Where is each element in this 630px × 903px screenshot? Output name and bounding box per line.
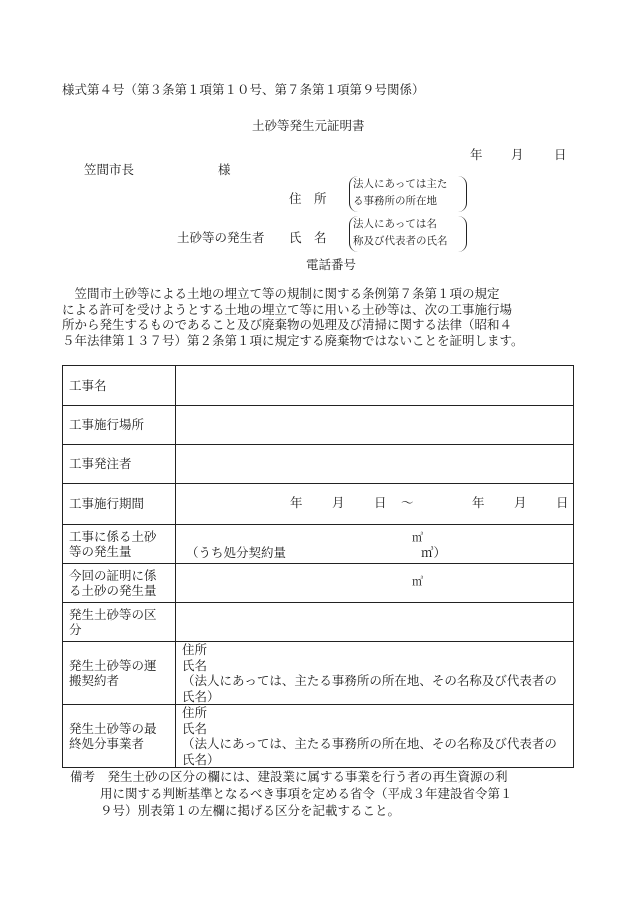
transport-label <box>63 642 176 705</box>
construction-site-field[interactable] <box>176 406 574 445</box>
period-label: 工事施行期間 <box>63 484 176 525</box>
transport-label-line1: 発生土砂等の運 <box>69 657 157 673</box>
statement-line: ５年法律第１３７号）第２条第１項に規定する廃棄物ではないことを証明します。 <box>62 332 524 348</box>
remarks-label: 備考 <box>70 769 96 784</box>
address-note-bracket <box>349 176 467 212</box>
address-note-line2: る事務所の所在地 <box>353 195 437 207</box>
soil-volume-field[interactable] <box>176 525 574 564</box>
phone-label: 電話番号 <box>306 257 357 272</box>
classification-label-line2: 分 <box>69 622 82 637</box>
transport-name-label: 氏名 <box>182 657 208 673</box>
soil-volume-label <box>63 525 176 564</box>
date-year-label: 年 <box>470 147 483 162</box>
disposal-corp-note-end: 氏名） <box>182 751 220 767</box>
construction-name-label: 工事名 <box>63 366 176 406</box>
statement-line: 所から発生するものであること及び廃棄物の処理及び清掃に関する法律（昭和４ <box>62 317 513 332</box>
disposal-name-label: 氏名 <box>182 720 208 736</box>
period-tilde: ～ <box>401 495 414 510</box>
period-start-year: 年 <box>290 495 303 510</box>
this-cert-label <box>63 564 176 603</box>
disposal-label-line2: 終処分事業者 <box>69 736 145 751</box>
certificate-table <box>62 365 574 768</box>
disposal-label-line1: 発生土砂等の最 <box>69 720 157 736</box>
name-note-line1: 法人にあっては名 <box>353 218 437 230</box>
addressee-honorific: 様 <box>218 162 231 177</box>
classification-field[interactable] <box>176 603 574 642</box>
row-soil-volume <box>63 525 574 564</box>
generator-label: 土砂等の発生者 <box>177 230 265 245</box>
row-this-cert <box>63 564 574 603</box>
this-cert-label-line1: 今回の証明に係 <box>69 567 157 583</box>
transport-address-label: 住所 <box>182 642 208 657</box>
period-end-day: 日 <box>556 495 569 510</box>
document-title: 土砂等発生元証明書 <box>252 118 365 133</box>
form-number-line: 様式第４号（第３条第１項第１０号、第７条第１項第９号関係） <box>62 82 425 97</box>
name-note-line2: 称及び代表者の氏名 <box>353 235 448 247</box>
contract-volume-prefix: （うち処分契約量 <box>186 544 287 560</box>
row-transport <box>63 642 574 705</box>
period-start-day: 日 <box>374 495 387 510</box>
statement-line: 笠間市土砂等による土地の埋立て等の規制に関する条例第７条第１項の規定 <box>62 286 500 301</box>
disposal-label <box>63 705 176 768</box>
date-month-label: 月 <box>511 147 524 162</box>
transport-corp-note: （法人にあっては、主たる事務所の所在地、その名称及び代表者の <box>182 673 557 688</box>
row-construction-name <box>63 366 574 406</box>
orderer-label: 工事発注者 <box>63 445 176 484</box>
addressee-name: 笠間市長 <box>84 162 135 177</box>
this-cert-label-line2: る土砂の発生量 <box>69 583 157 598</box>
remarks-line2: 用に関する判断基準となるべき事項を定める省令（平成３年建設省令第１ <box>100 786 513 801</box>
orderer-field[interactable] <box>176 445 574 484</box>
classification-label-line1: 発生土砂等の区 <box>69 606 157 622</box>
disposal-corp-note: （法人にあっては、主たる事務所の所在地、その名称及び代表者の <box>182 736 557 751</box>
period-field[interactable] <box>176 484 574 525</box>
transport-field[interactable] <box>176 642 574 705</box>
disposal-field[interactable] <box>176 705 574 768</box>
soil-volume-unit: ㎥ <box>412 530 423 544</box>
remarks-line3: ９号）別表第１の左欄に掲げる区分を記載すること。 <box>100 803 401 818</box>
name-note-bracket <box>349 216 467 252</box>
soil-volume-label-line1: 工事に係る土砂 <box>69 528 157 544</box>
construction-site-label: 工事施行場所 <box>63 406 176 445</box>
contract-volume-suffix: ㎥） <box>421 544 447 560</box>
soil-volume-label-line2: 等の発生量 <box>69 544 132 559</box>
remarks <box>70 768 513 819</box>
row-disposal <box>63 705 574 768</box>
transport-label-line2: 搬契約者 <box>69 673 120 688</box>
statement-line: による許可を受けようとする土地の埋立て等に用いる土砂等は、次の工事施行場 <box>62 301 513 317</box>
classification-label <box>63 603 176 642</box>
this-cert-field[interactable] <box>176 564 574 603</box>
certification-statement <box>62 286 577 348</box>
transport-corp-note-end: 氏名） <box>182 688 220 704</box>
period-start-month: 月 <box>332 495 345 510</box>
period-end-month: 月 <box>514 495 527 510</box>
address-label: 住 所 <box>289 191 327 206</box>
this-cert-unit: ㎥ <box>412 575 423 588</box>
address-note-line1: 法人にあっては主た <box>353 178 448 190</box>
row-classification <box>63 603 574 642</box>
row-period <box>63 484 574 525</box>
row-orderer <box>63 445 574 484</box>
remarks-line1: 発生土砂の区分の欄には、建設業に属する事業を行う者の再生資源の利 <box>107 769 508 784</box>
period-end-year: 年 <box>472 495 485 510</box>
name-label: 氏 名 <box>289 230 327 245</box>
date-day-label: 日 <box>554 147 567 162</box>
row-construction-site <box>63 406 574 445</box>
construction-name-field[interactable] <box>176 366 574 406</box>
disposal-address-label: 住所 <box>182 705 208 720</box>
